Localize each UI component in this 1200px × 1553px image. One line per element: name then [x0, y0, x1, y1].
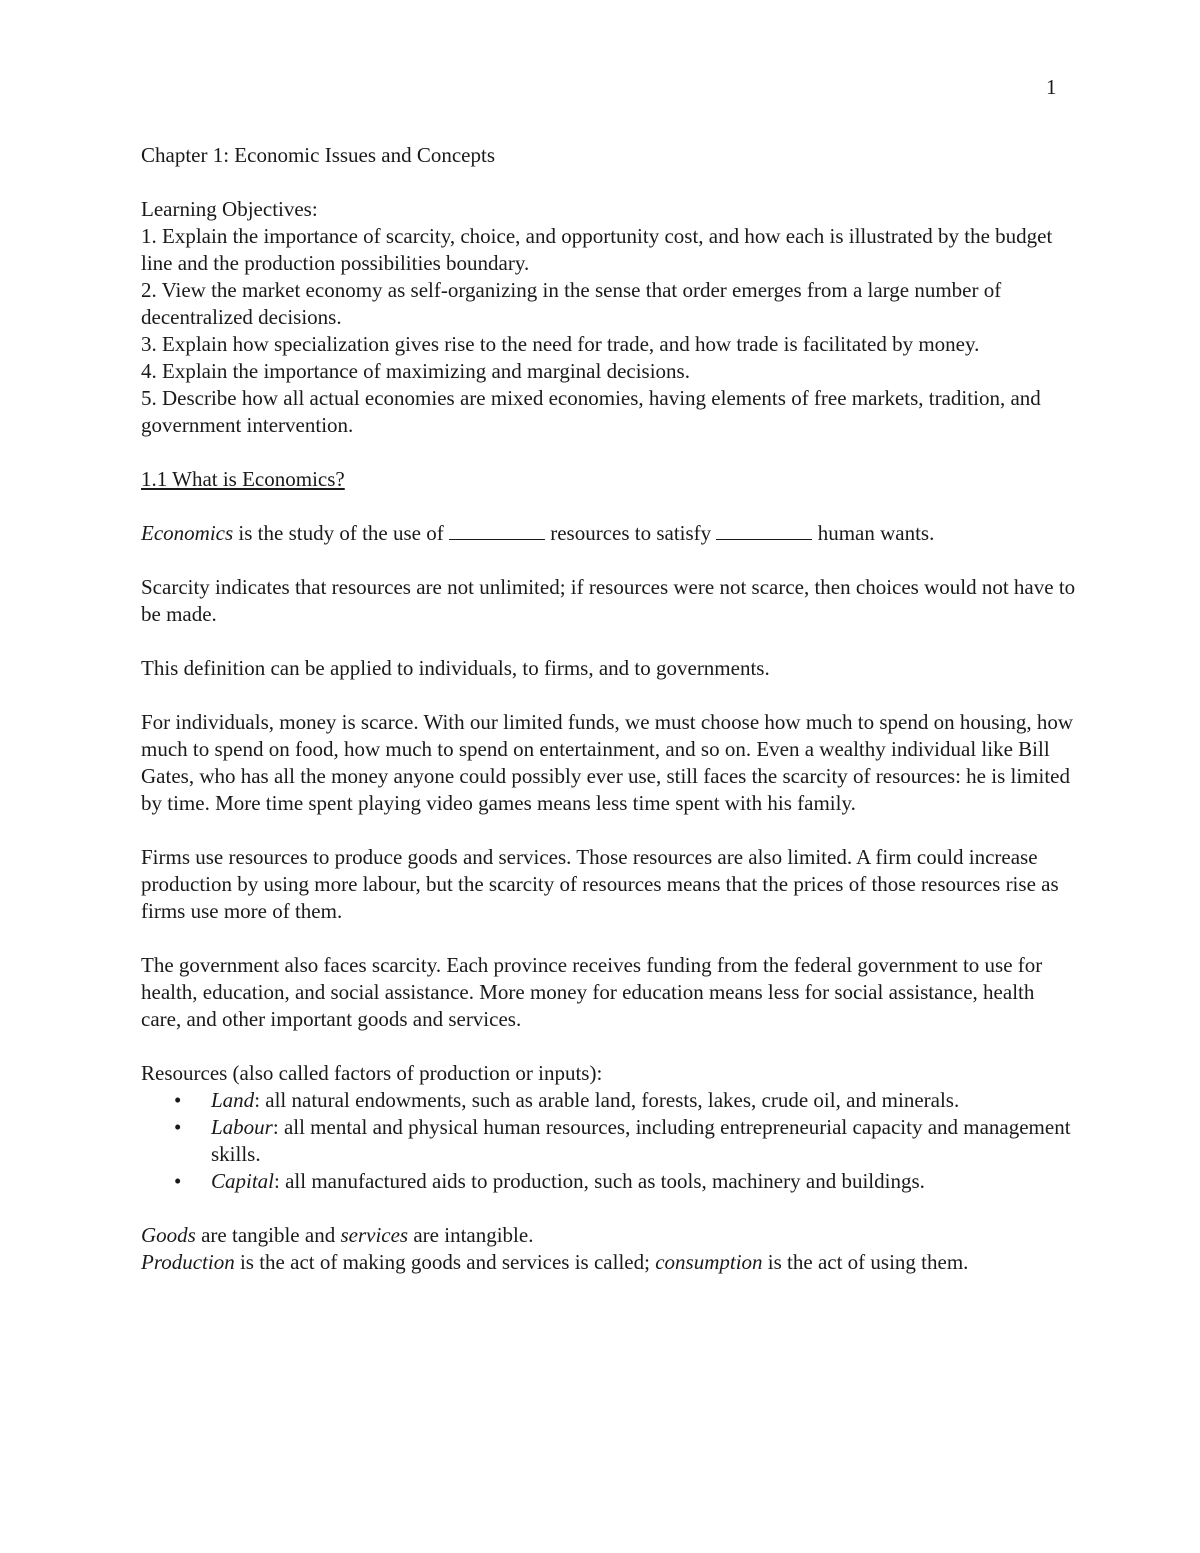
objective-item: 3. Explain how specialization gives rise to the need for trade, and how trade is facilitated by money. — [141, 332, 980, 356]
objective-item: 2. View the market economy as self-organizing in the sense that order emerges from a large number of decentralized decisions. — [141, 278, 1002, 329]
body-paragraph: Scarcity indicates that resources are not unlimited; if resources were not scarce, then choices would not have to be made. — [141, 575, 1076, 626]
goods-services-line — [141, 1222, 1076, 1249]
fill-in-blank — [716, 521, 812, 540]
objective-item: 4. Explain the importance of maximizing and marginal decisions. — [141, 359, 690, 383]
body-paragraph: This definition can be applied to individuals, to firms, and to governments. — [141, 656, 770, 680]
resource-term: Labour — [211, 1115, 273, 1139]
definition-text: human wants. — [812, 521, 935, 545]
page-number: 1 — [1046, 75, 1057, 99]
spacer — [141, 439, 1076, 466]
objectives-heading: Learning Objectives: — [141, 197, 318, 221]
body-paragraph: For individuals, money is scarce. With our limited funds, we must choose how much to spend on housing, how much to spend on food, how much to spend on entertainment, and so on. Even a wealthy individual like Bill Gates, who has all the money anyone could possibly ever use, still faces the scarcity of resources: he is limited by time. More time spent playing video games means less time spent with his family. — [141, 710, 1073, 815]
spacer — [141, 169, 1076, 196]
definition-term: Economics — [141, 521, 234, 545]
line-text: is the act of using them. — [762, 1250, 969, 1274]
term: Goods — [141, 1223, 196, 1247]
resource-text: : all natural endowments, such as arable land, forests, lakes, crude oil, and minerals. — [254, 1088, 960, 1112]
document-body — [141, 142, 1076, 1276]
chapter-title: Chapter 1: Economic Issues and Concepts — [141, 143, 496, 167]
resource-term: Land — [211, 1088, 255, 1112]
resources-heading: Resources (also called factors of production or inputs): — [141, 1061, 603, 1085]
spacer — [141, 682, 1076, 709]
bullet-icon: • — [174, 1115, 182, 1139]
list-item — [141, 1114, 1076, 1168]
spacer — [141, 1195, 1076, 1222]
resource-text: : all manufactured aids to production, such as tools, machinery and buildings. — [274, 1169, 925, 1193]
economics-definition — [141, 520, 1076, 547]
definition-text: resources to satisfy — [544, 521, 717, 545]
line-text: is the act of making goods and services is called; — [234, 1250, 656, 1274]
body-paragraph: The government also faces scarcity. Each province receives funding from the federal government to use for health, education, and social assistance. More money for education means less for social assistance, health care, and other important goods and services. — [141, 953, 1043, 1031]
spacer — [141, 628, 1076, 655]
resource-text: : all mental and physical human resources, including entrepreneurial capacity and management skills. — [211, 1115, 1071, 1166]
spacer — [141, 817, 1076, 844]
objective-item: 5. Describe how all actual economies are mixed economies, having elements of free markets, tradition, and government intervention. — [141, 386, 1041, 437]
term: Production — [141, 1250, 235, 1274]
bullet-icon: • — [174, 1088, 182, 1112]
body-paragraph: Firms use resources to produce goods and services. Those resources are also limited. A firm could increase production by using more labour, but the scarcity of resources means that the prices of those resources rise as firms use more of them. — [141, 845, 1059, 923]
definition-text: is the study of the use of — [233, 521, 449, 545]
objective-item: 1. Explain the importance of scarcity, choice, and opportunity cost, and how each is illustrated by the budget line and the production possibilities boundary. — [141, 224, 1053, 275]
spacer — [141, 1033, 1076, 1060]
list-item — [141, 1087, 1076, 1114]
spacer — [141, 925, 1076, 952]
bullet-icon: • — [174, 1169, 182, 1193]
line-text: are intangible. — [408, 1223, 534, 1247]
spacer — [141, 493, 1076, 520]
resources-list — [141, 1087, 1076, 1195]
spacer — [141, 547, 1076, 574]
fill-in-blank — [449, 521, 545, 540]
term: services — [340, 1223, 409, 1247]
resource-term: Capital — [211, 1169, 275, 1193]
section-heading: 1.1 What is Economics? — [141, 467, 345, 491]
list-item — [141, 1168, 1076, 1195]
term: consumption — [655, 1250, 763, 1274]
line-text: are tangible and — [195, 1223, 341, 1247]
production-consumption-line — [141, 1249, 1076, 1276]
